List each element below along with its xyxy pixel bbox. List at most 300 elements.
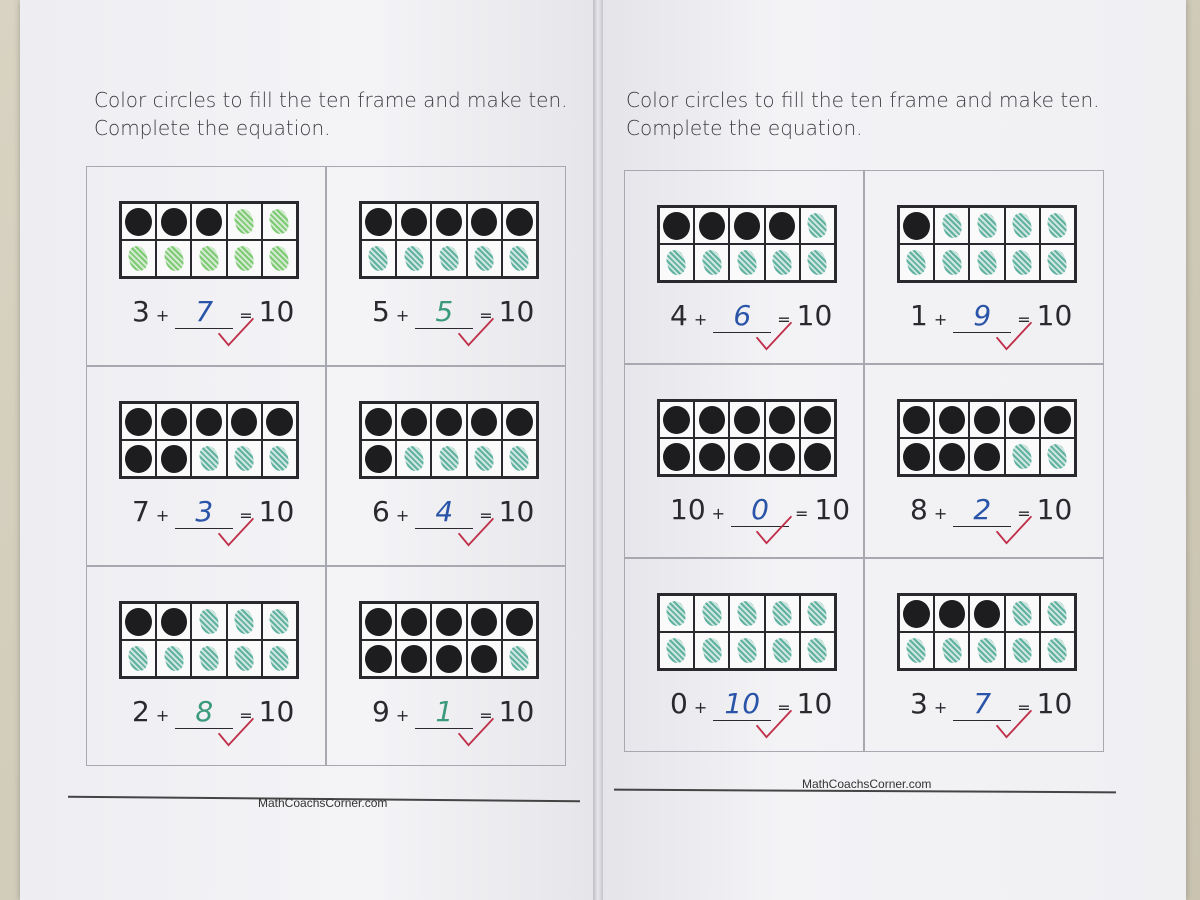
- sum: 10: [498, 295, 535, 328]
- ten-frame-box: [502, 203, 537, 240]
- printed-dot: [663, 443, 690, 471]
- ten-frame-box: [765, 438, 800, 475]
- ten-frame-box: [431, 240, 466, 277]
- crayon-mark: [805, 636, 829, 664]
- ten-frame-box: [396, 603, 431, 640]
- printed-dot: [365, 645, 392, 673]
- ten-frame-box: [227, 203, 262, 240]
- ten-frame-box: [361, 640, 396, 677]
- red-checkmark: [995, 709, 1033, 739]
- crayon-mark: [232, 644, 256, 672]
- plus-sign: +: [395, 306, 410, 325]
- ten-frame-box: [431, 440, 466, 477]
- problem-cell: [624, 170, 864, 364]
- instruction-line-2: Complete the equation.: [626, 116, 863, 140]
- crayon-mark: [805, 599, 829, 627]
- problem-cell: [326, 366, 566, 566]
- problem-cell: [624, 558, 864, 752]
- red-checkmark: [995, 515, 1033, 545]
- handwritten-answer: 4: [435, 495, 454, 528]
- red-checkmark: [995, 321, 1033, 351]
- ten-frame-box: [800, 632, 835, 669]
- red-checkmark: [755, 321, 793, 351]
- problem-cell: [326, 166, 566, 366]
- crayon-mark: [197, 607, 221, 635]
- ten-frame-box: [361, 603, 396, 640]
- crayon-mark: [437, 444, 461, 472]
- ten-frame-box: [800, 244, 835, 281]
- plus-sign: +: [395, 706, 410, 725]
- ten-frame-box: [765, 632, 800, 669]
- handwritten-answer: 8: [195, 695, 214, 728]
- crayon-mark: [232, 244, 256, 272]
- ten-frame: [897, 205, 1077, 283]
- printed-dot: [903, 600, 930, 628]
- plus-sign: +: [395, 506, 410, 525]
- problem-cell: [86, 566, 326, 766]
- instruction-line-1: Color circles to fill the ten frame and make ten.: [94, 88, 568, 112]
- sum: 10: [258, 495, 295, 528]
- crayon-mark: [197, 244, 221, 272]
- plus-sign: +: [693, 698, 708, 717]
- printed-dot: [903, 443, 930, 471]
- left-instructions: [94, 86, 568, 142]
- printed-dot: [125, 408, 152, 436]
- printed-dot: [436, 408, 463, 436]
- ten-frame-box: [694, 595, 729, 632]
- printed-dot: [436, 208, 463, 236]
- problem-cell: [864, 170, 1104, 364]
- handwritten-answer: 9: [973, 299, 992, 332]
- handwritten-answer: 5: [435, 295, 454, 328]
- printed-dot: [939, 443, 966, 471]
- printed-dot: [1044, 406, 1071, 434]
- red-checkmark: [457, 317, 495, 347]
- printed-dot: [769, 443, 796, 471]
- ten-frame: [119, 401, 299, 479]
- addend-given: 3: [132, 295, 150, 328]
- equals-sign: =: [239, 306, 253, 325]
- printed-dot: [231, 408, 258, 436]
- printed-dot: [161, 445, 188, 473]
- ten-frame-box: [467, 240, 502, 277]
- crayon-mark: [770, 636, 794, 664]
- equals-sign: =: [795, 504, 809, 523]
- crayon-mark: [472, 244, 496, 272]
- addend-given: 10: [670, 493, 706, 526]
- crayon-mark: [162, 644, 186, 672]
- crayon-mark: [267, 207, 291, 235]
- handwritten-answer: 2: [973, 493, 992, 526]
- crayon-mark: [1045, 248, 1069, 276]
- ten-frame-box: [765, 244, 800, 281]
- crayon-mark: [507, 644, 531, 672]
- crayon-mark: [770, 248, 794, 276]
- ten-frame-box: [1005, 632, 1040, 669]
- crayon-mark: [735, 248, 759, 276]
- ten-frame-box: [934, 595, 969, 632]
- ten-frame-box: [396, 440, 431, 477]
- ten-frame-box: [969, 438, 1004, 475]
- ten-frame-box: [156, 403, 191, 440]
- ten-frame-box: [156, 240, 191, 277]
- printed-dot: [266, 408, 293, 436]
- printed-dot: [125, 608, 152, 636]
- sum: 10: [498, 495, 535, 528]
- equals-sign: =: [1017, 504, 1031, 523]
- equation: [372, 295, 534, 329]
- printed-dot: [769, 406, 796, 434]
- printed-dot: [734, 406, 761, 434]
- printed-dot: [436, 608, 463, 636]
- ten-frame-box: [800, 401, 835, 438]
- right-instructions: [626, 86, 1100, 142]
- ten-frame-box: [765, 595, 800, 632]
- ten-frame-box: [729, 207, 764, 244]
- crayon-mark: [162, 244, 186, 272]
- ten-frame-box: [396, 403, 431, 440]
- equals-sign: =: [1017, 310, 1031, 329]
- instruction-line-2: Complete the equation.: [94, 116, 331, 140]
- printed-dot: [125, 208, 152, 236]
- printed-dot: [804, 443, 831, 471]
- crayon-mark: [1045, 442, 1069, 470]
- ten-frame-box: [502, 240, 537, 277]
- printed-dot: [471, 645, 498, 673]
- ten-frame: [119, 201, 299, 279]
- ten-frame-box: [502, 640, 537, 677]
- crayon-mark: [975, 211, 999, 239]
- crayon-mark: [127, 244, 151, 272]
- ten-frame-box: [227, 240, 262, 277]
- crayon-mark: [770, 599, 794, 627]
- ten-frame-box: [361, 440, 396, 477]
- ten-frame-box: [121, 440, 156, 477]
- red-checkmark: [217, 517, 255, 547]
- ten-frame-box: [431, 403, 466, 440]
- problem-cell: [864, 364, 1104, 558]
- crayon-mark: [1010, 442, 1034, 470]
- ten-frame-box: [1040, 595, 1075, 632]
- ten-frame-box: [899, 632, 934, 669]
- ten-frame-box: [227, 640, 262, 677]
- handwritten-answer: 7: [973, 687, 992, 720]
- crayon-mark: [1045, 599, 1069, 627]
- ten-frame-box: [694, 244, 729, 281]
- ten-frame-box: [1040, 401, 1075, 438]
- ten-frame-box: [361, 403, 396, 440]
- printed-dot: [401, 408, 428, 436]
- book-spine: [593, 0, 603, 900]
- crayon-mark: [805, 211, 829, 239]
- crayon-mark: [975, 636, 999, 664]
- ten-frame-box: [969, 632, 1004, 669]
- printed-dot: [125, 445, 152, 473]
- sum: 10: [258, 295, 295, 328]
- ten-frame-box: [1005, 595, 1040, 632]
- plus-sign: +: [155, 706, 170, 725]
- sum: 10: [1036, 687, 1073, 720]
- ten-frame-box: [899, 207, 934, 244]
- printed-dot: [506, 608, 533, 636]
- equation: [132, 295, 294, 329]
- ten-frame-box: [729, 632, 764, 669]
- ten-frame-box: [396, 640, 431, 677]
- crayon-mark: [700, 636, 724, 664]
- ten-frame: [657, 593, 837, 671]
- ten-frame: [657, 399, 837, 477]
- ten-frame-box: [467, 403, 502, 440]
- crayon-mark: [735, 636, 759, 664]
- ten-frame-box: [694, 401, 729, 438]
- printed-dot: [903, 406, 930, 434]
- printed-dot: [161, 608, 188, 636]
- printed-dot: [939, 600, 966, 628]
- ten-frame-box: [1005, 207, 1040, 244]
- ten-frame-box: [694, 438, 729, 475]
- crayon-mark: [805, 248, 829, 276]
- printed-dot: [401, 645, 428, 673]
- ten-frame-box: [765, 401, 800, 438]
- crayon-mark: [232, 444, 256, 472]
- ten-frame-box: [121, 203, 156, 240]
- plus-sign: +: [155, 506, 170, 525]
- sum: 10: [498, 695, 535, 728]
- ten-frame-box: [262, 603, 297, 640]
- ten-frame-box: [800, 438, 835, 475]
- problem-cell: [624, 364, 864, 558]
- right-credit: MathCoachsCorner.com: [802, 777, 932, 791]
- ten-frame-box: [1005, 244, 1040, 281]
- ten-frame-box: [262, 640, 297, 677]
- crayon-mark: [197, 444, 221, 472]
- ten-frame-box: [899, 595, 934, 632]
- ten-frame: [657, 205, 837, 283]
- plus-sign: +: [693, 310, 708, 329]
- ten-frame-box: [431, 640, 466, 677]
- crayon-mark: [437, 244, 461, 272]
- ten-frame-box: [969, 244, 1004, 281]
- ten-frame-box: [227, 603, 262, 640]
- ten-frame-box: [1040, 438, 1075, 475]
- red-checkmark: [755, 515, 793, 545]
- handwritten-answer: 7: [195, 295, 214, 328]
- equation: [132, 495, 294, 529]
- addend-given: 2: [132, 695, 150, 728]
- ten-frame-box: [765, 207, 800, 244]
- ten-frame-box: [262, 203, 297, 240]
- ten-frame-box: [934, 438, 969, 475]
- ten-frame-box: [121, 640, 156, 677]
- ten-frame-box: [156, 440, 191, 477]
- ten-frame-box: [156, 640, 191, 677]
- crayon-mark: [232, 607, 256, 635]
- ten-frame-box: [659, 244, 694, 281]
- ten-frame: [897, 593, 1077, 671]
- addend-given: 3: [910, 687, 928, 720]
- ten-frame-box: [934, 401, 969, 438]
- equation: [372, 695, 534, 729]
- ten-frame-box: [899, 244, 934, 281]
- crayon-mark: [735, 599, 759, 627]
- printed-dot: [196, 408, 223, 436]
- ten-frame-box: [969, 207, 1004, 244]
- ten-frame-box: [800, 207, 835, 244]
- left-credit: MathCoachsCorner.com: [258, 796, 388, 810]
- sum: 10: [814, 493, 851, 526]
- printed-dot: [734, 443, 761, 471]
- ten-frame-box: [1005, 438, 1040, 475]
- crayon-mark: [1010, 636, 1034, 664]
- crayon-mark: [402, 244, 426, 272]
- equals-sign: =: [777, 310, 791, 329]
- ten-frame-box: [934, 207, 969, 244]
- crayon-mark: [507, 444, 531, 472]
- crayon-mark: [507, 244, 531, 272]
- printed-dot: [506, 208, 533, 236]
- instruction-line-1: Color circles to fill the ten frame and make ten.: [626, 88, 1100, 112]
- equals-sign: =: [479, 306, 493, 325]
- ten-frame-box: [431, 603, 466, 640]
- crayon-mark: [940, 636, 964, 664]
- printed-dot: [365, 445, 392, 473]
- ten-frame-box: [1005, 401, 1040, 438]
- red-checkmark: [217, 317, 255, 347]
- crayon-mark: [267, 644, 291, 672]
- equals-sign: =: [239, 506, 253, 525]
- equals-sign: =: [1017, 698, 1031, 717]
- ten-frame: [897, 399, 1077, 477]
- ten-frame: [359, 601, 539, 679]
- printed-dot: [471, 408, 498, 436]
- ten-frame-box: [934, 632, 969, 669]
- red-checkmark: [217, 717, 255, 747]
- crayon-mark: [1010, 599, 1034, 627]
- ten-frame-box: [659, 595, 694, 632]
- sum: 10: [1036, 493, 1073, 526]
- equals-sign: =: [239, 706, 253, 725]
- ten-frame-box: [502, 403, 537, 440]
- ten-frame-box: [156, 603, 191, 640]
- printed-dot: [401, 608, 428, 636]
- ten-frame-box: [467, 603, 502, 640]
- crayon-mark: [940, 211, 964, 239]
- printed-dot: [699, 212, 726, 240]
- addend-given: 9: [372, 695, 390, 728]
- ten-frame-box: [396, 203, 431, 240]
- crayon-mark: [905, 636, 929, 664]
- crayon-mark: [700, 599, 724, 627]
- equals-sign: =: [479, 506, 493, 525]
- crayon-mark: [1010, 248, 1034, 276]
- ten-frame-box: [899, 401, 934, 438]
- ten-frame-box: [191, 440, 226, 477]
- crayon-mark: [472, 444, 496, 472]
- crayon-mark: [267, 244, 291, 272]
- equation: [910, 299, 1072, 333]
- red-checkmark: [755, 709, 793, 739]
- ten-frame-box: [729, 244, 764, 281]
- printed-dot: [699, 406, 726, 434]
- ten-frame-box: [467, 440, 502, 477]
- ten-frame-box: [969, 401, 1004, 438]
- sum: 10: [258, 695, 295, 728]
- crayon-mark: [665, 636, 689, 664]
- plus-sign: +: [933, 698, 948, 717]
- ten-frame-box: [191, 640, 226, 677]
- problem-cell: [864, 558, 1104, 752]
- ten-frame-box: [1040, 244, 1075, 281]
- crayon-mark: [975, 248, 999, 276]
- printed-dot: [196, 208, 223, 236]
- crayon-mark: [267, 444, 291, 472]
- ten-frame-box: [262, 440, 297, 477]
- ten-frame-box: [361, 240, 396, 277]
- printed-dot: [1009, 406, 1036, 434]
- handwritten-answer: 6: [733, 299, 752, 332]
- crayon-mark: [1010, 211, 1034, 239]
- ten-frame-box: [729, 438, 764, 475]
- equation: [670, 687, 832, 721]
- handwritten-answer: 1: [435, 695, 454, 728]
- ten-frame-box: [502, 440, 537, 477]
- printed-dot: [436, 645, 463, 673]
- ten-frame-box: [431, 203, 466, 240]
- ten-frame-box: [191, 603, 226, 640]
- ten-frame: [119, 601, 299, 679]
- crayon-mark: [665, 248, 689, 276]
- ten-frame-box: [467, 640, 502, 677]
- printed-dot: [365, 208, 392, 236]
- problem-cell: [326, 566, 566, 766]
- crayon-mark: [940, 248, 964, 276]
- crayon-mark: [232, 207, 256, 235]
- plus-sign: +: [711, 504, 726, 523]
- crayon-mark: [700, 248, 724, 276]
- equation: [910, 493, 1072, 527]
- crayon-mark: [127, 644, 151, 672]
- handwritten-answer: 0: [751, 493, 769, 526]
- crayon-mark: [402, 444, 426, 472]
- ten-frame-box: [191, 240, 226, 277]
- printed-dot: [663, 406, 690, 434]
- ten-frame-box: [969, 595, 1004, 632]
- sum: 10: [796, 299, 833, 332]
- printed-dot: [401, 208, 428, 236]
- ten-frame-box: [121, 403, 156, 440]
- equals-sign: =: [777, 698, 791, 717]
- printed-dot: [804, 406, 831, 434]
- printed-dot: [365, 408, 392, 436]
- ten-frame-box: [899, 438, 934, 475]
- addend-given: 7: [132, 495, 150, 528]
- crayon-mark: [1045, 211, 1069, 239]
- printed-dot: [734, 212, 761, 240]
- ten-frame-box: [694, 632, 729, 669]
- printed-dot: [161, 408, 188, 436]
- printed-dot: [974, 600, 1001, 628]
- printed-dot: [699, 443, 726, 471]
- equation: [910, 687, 1072, 721]
- printed-dot: [471, 208, 498, 236]
- ten-frame-box: [191, 203, 226, 240]
- crayon-mark: [267, 607, 291, 635]
- ten-frame-box: [502, 603, 537, 640]
- crayon-mark: [1045, 636, 1069, 664]
- problem-cell: [86, 366, 326, 566]
- addend-given: 6: [372, 495, 390, 528]
- ten-frame-box: [1040, 632, 1075, 669]
